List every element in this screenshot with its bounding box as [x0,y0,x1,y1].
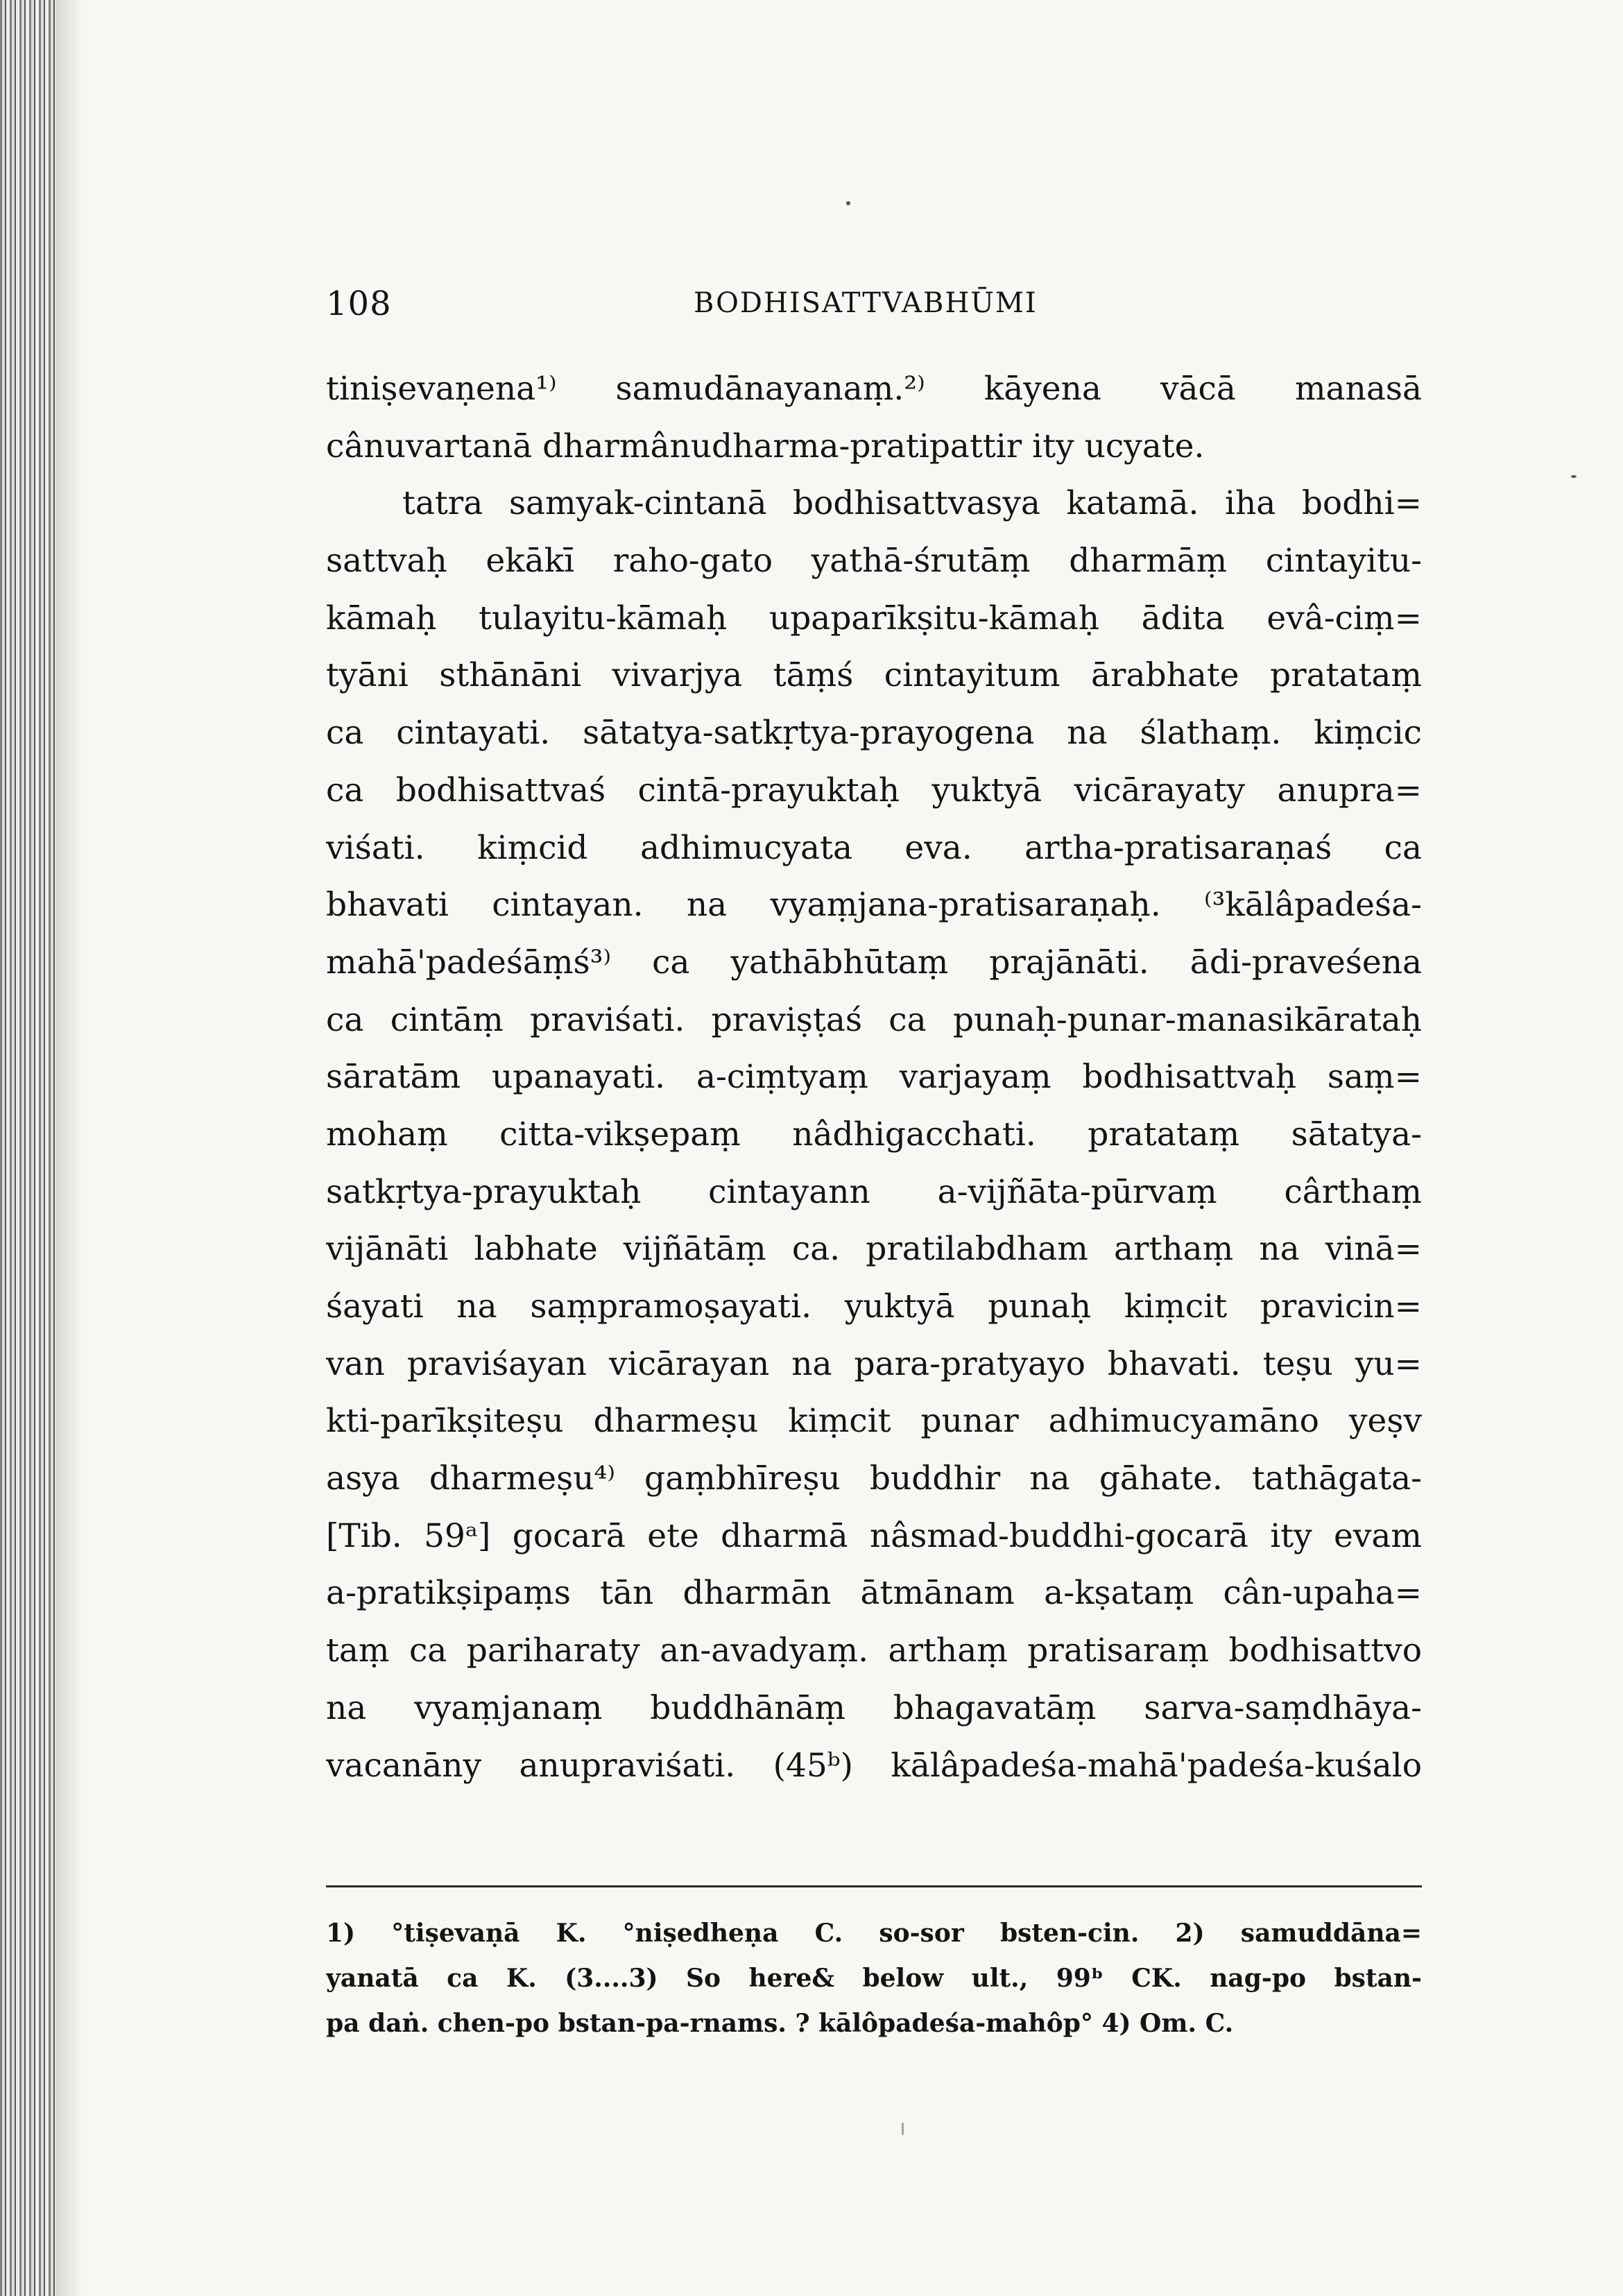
binding-shadow [55,0,83,2296]
text-line: cânuvartanā dharmânudharma-pratipattir ity ucyate. [326,427,1205,465]
footnote-line: pa daṅ. chen-po bstan-pa-rnams. ? kālôpadeśa-mahôp° 4) Om. C. [326,2009,1234,2038]
text-line: tatra samyak-cintanā bodhisattvasya katamā. iha bodhi= [402,484,1422,523]
text-line: ca cintayati. sātatya-satkṛtya-prayogena na ślathaṃ. kiṃcic [326,714,1422,753]
text-line: kti-parīkṣiteṣu dharmeṣu kiṃcit punar adhimucyamāno yeṣv [326,1402,1422,1441]
text-line: mahā'padeśāṃś³⁾ ca yathābhūtaṃ prajānāti. ādi-praveśena [326,943,1422,982]
text-line: na vyaṃjanaṃ buddhānāṃ bhagavatāṃ sarva-saṃdhāya- [326,1688,1422,1727]
text-line: taṃ ca pariharaty an-avadyaṃ. arthaṃ pratisaraṃ bodhisattvo [326,1631,1422,1670]
text-line: vijānāti labhate vijñātāṃ ca. pratilabdham arthaṃ na vinā= [326,1230,1422,1269]
text-line: sattvaḥ ekākī raho-gato yathā-śrutāṃ dharmāṃ cintayitu- [326,542,1422,581]
text-line: [Tib. 59ᵃ] gocarā ete dharmā nâsmad-buddhi-gocarā ity evam [326,1516,1422,1555]
footnote-line: yanatā ca K. (3....3) So here& below ult., 99ᵇ CK. nag-po bstan- [326,1964,1422,1993]
text-line: śayati na saṃpramoṣayati. yuktyā punaḥ kiṃcit pravicin= [326,1287,1422,1326]
text-line: kāmaḥ tulayitu-kāmaḥ upaparīkṣitu-kāmaḥ ādita evâ-ciṃ= [326,599,1422,637]
text-line: satkṛtya-prayuktaḥ cintayann a-vijñāta-pūrvaṃ cârthaṃ [326,1172,1422,1211]
footnotes [326,1911,1422,2046]
footnote-rule [326,1885,1422,1887]
text-line: van praviśayan vicārayan na para-pratyayo bhavati. teṣu yu= [326,1344,1422,1383]
paper-speck [1571,475,1577,478]
footnote-line: 1) °tiṣevaṇā K. °niṣedheṇa C. so-sor bsten-cin. 2) samuddāna= [326,1919,1422,1948]
text-line: ca cintāṃ praviśati. praviṣṭaś ca punaḥ-punar-manasikārataḥ [326,1000,1422,1039]
text-line: asya dharmeṣu⁴⁾ gaṃbhīreṣu buddhir na gāhate. tathāgata- [326,1459,1422,1498]
text-line: sāratām upanayati. a-ciṃtyaṃ varjayaṃ bodhisattvaḥ saṃ= [326,1058,1422,1097]
text-line: a-pratikṣipaṃs tān dharmān ātmānam a-kṣataṃ cân-upaha= [326,1574,1422,1613]
text-line: tiniṣevaṇena¹⁾ samudānayanaṃ.²⁾ kāyena vācā manasā [326,370,1422,408]
text-line: viśati. kiṃcid adhimucyata eva. artha-pratisaraṇaś ca [326,828,1422,867]
paper-speck [846,201,850,205]
main-text [326,361,1422,1794]
text-line: ca bodhisattvaś cintā-prayuktaḥ yuktyā vicārayaty anupra= [326,771,1422,809]
book-binding-edge [0,0,55,2296]
page-number: 108 [326,284,392,323]
text-line: tyāni sthānāni vivarjya tāṃś cintayitum ārabhate pratataṃ [326,656,1422,695]
running-title: BODHISATTVABHŪMI [694,287,1038,319]
text-line: bhavati cintayan. na vyaṃjana-pratisaraṇaḥ. ⁽³kālâpadeśa- [326,886,1422,925]
text-line: mohaṃ citta-vikṣepaṃ nâdhigacchati. pratataṃ sātatya- [326,1115,1422,1154]
paper-speck [902,2123,904,2135]
page-header [326,284,1422,333]
text-line: vacanāny anupraviśati. (45ᵇ) kālâpadeśa-mahā'padeśa-kuśalo [326,1746,1422,1785]
